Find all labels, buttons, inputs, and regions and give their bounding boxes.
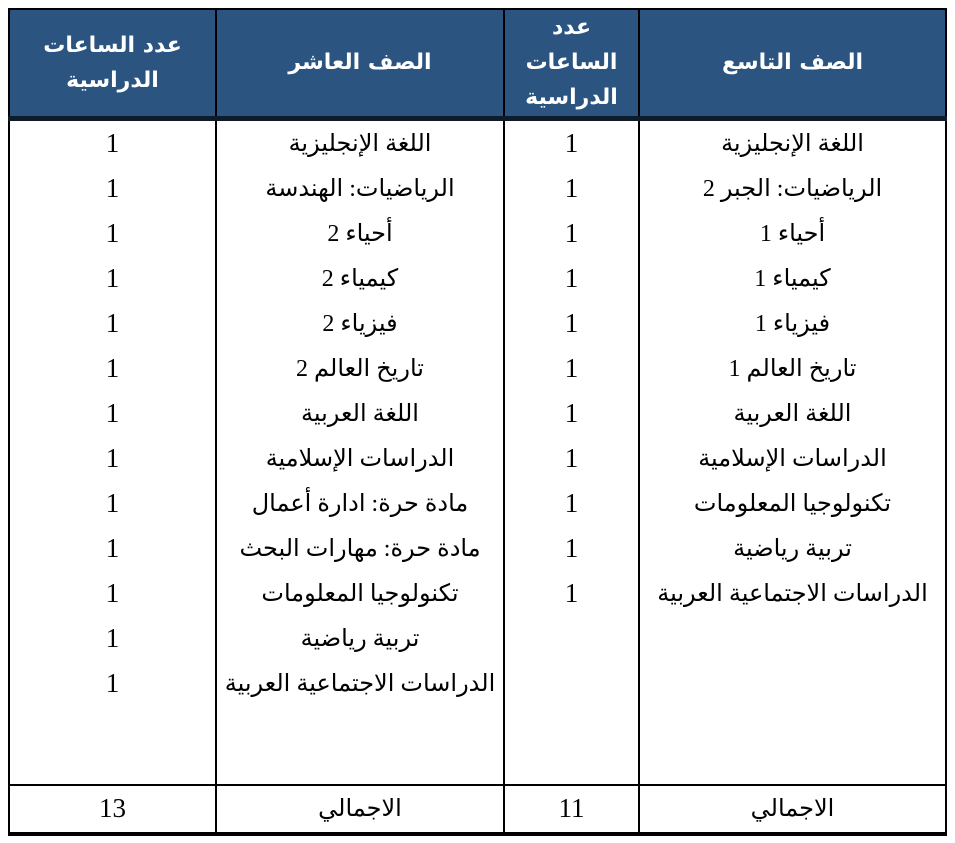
grade10-hours-cell: 1 [9, 391, 216, 436]
grade9-hours-cell: 1 [504, 526, 639, 571]
total-label-grade10: الاجمالي [216, 785, 504, 834]
header-row [9, 9, 946, 118]
grade10-hours-cell: 1 [9, 346, 216, 391]
spacer-cell-grade9-hours [504, 706, 639, 785]
grade9-subject-cell: اللغة العربية [639, 391, 946, 436]
total-label-grade9: الاجمالي [639, 785, 946, 834]
grade10-hours-cell: 1 [9, 571, 216, 616]
table-spacer [9, 706, 946, 785]
table-row [9, 526, 946, 571]
grade10-hours-cell: 1 [9, 661, 216, 706]
table-row [9, 391, 946, 436]
grade9-hours-cell: 1 [504, 346, 639, 391]
grade10-subject-cell: مادة حرة: ادارة أعمال [216, 481, 504, 526]
table-footer [9, 785, 946, 834]
grade9-hours-cell: 1 [504, 118, 639, 166]
grade10-subject-cell: كيمياء 2 [216, 256, 504, 301]
grade10-subject-cell: الدراسات الاجتماعية العربية [216, 661, 504, 706]
grade9-subject-cell [639, 661, 946, 706]
table-row [9, 571, 946, 616]
grade9-subject-cell: كيمياء 1 [639, 256, 946, 301]
grade10-hours-cell: 1 [9, 211, 216, 256]
grade9-hours-cell: 1 [504, 481, 639, 526]
grade9-subject-cell: اللغة الإنجليزية [639, 118, 946, 166]
grade9-subject-cell: تكنولوجيا المعلومات [639, 481, 946, 526]
grade9-hours-cell: 1 [504, 391, 639, 436]
table-body [9, 118, 946, 706]
grade9-hours-cell: 1 [504, 211, 639, 256]
grade9-subject-cell: الدراسات الإسلامية [639, 436, 946, 481]
grade9-hours-cell: 1 [504, 571, 639, 616]
grade10-subject-cell: تربية رياضية [216, 616, 504, 661]
grade10-subject-cell: الرياضيات: الهندسة [216, 166, 504, 211]
grade9-hours-cell: 1 [504, 436, 639, 481]
grade9-hours-cell [504, 616, 639, 661]
grade10-hours-cell: 1 [9, 436, 216, 481]
grade9-subject-cell: فيزياء 1 [639, 301, 946, 346]
grade9-subject-cell: أحياء 1 [639, 211, 946, 256]
grade10-subject-cell: فيزياء 2 [216, 301, 504, 346]
total-hours-grade9: 11 [504, 785, 639, 834]
grade10-hours-cell: 1 [9, 526, 216, 571]
grade9-subject-cell: الدراسات الاجتماعية العربية [639, 571, 946, 616]
header-grade10-subjects: الصف العاشر [216, 9, 504, 118]
total-hours-grade10: 13 [9, 785, 216, 834]
table-row [9, 616, 946, 661]
grade9-hours-cell [504, 661, 639, 706]
grade10-hours-cell: 1 [9, 616, 216, 661]
table-row [9, 346, 946, 391]
grade9-subject-cell [639, 616, 946, 661]
grade10-hours-cell: 1 [9, 301, 216, 346]
grade9-hours-cell: 1 [504, 301, 639, 346]
grade9-subject-cell: الرياضيات: الجبر 2 [639, 166, 946, 211]
table-row [9, 436, 946, 481]
table-row [9, 118, 946, 166]
header-grade10-hours: عدد الساعات الدراسية [9, 9, 216, 118]
grade10-subject-cell: الدراسات الإسلامية [216, 436, 504, 481]
spacer-row [9, 706, 946, 785]
course-hours-table [8, 8, 947, 836]
grade10-subject-cell: أحياء 2 [216, 211, 504, 256]
grade10-hours-cell: 1 [9, 481, 216, 526]
table-row [9, 211, 946, 256]
grade10-subject-cell: تاريخ العالم 2 [216, 346, 504, 391]
table-row [9, 301, 946, 346]
spacer-cell-grade10-hours [9, 706, 216, 785]
header-grade9-hours: عدد الساعات الدراسية [504, 9, 639, 118]
table-row [9, 481, 946, 526]
grade10-subject-cell: اللغة الإنجليزية [216, 118, 504, 166]
totals-row [9, 785, 946, 834]
grade10-subject-cell: اللغة العربية [216, 391, 504, 436]
grade9-subject-cell: تاريخ العالم 1 [639, 346, 946, 391]
spacer-cell-grade10-subject [216, 706, 504, 785]
grade10-subject-cell: مادة حرة: مهارات البحث [216, 526, 504, 571]
spacer-cell-grade9-subject [639, 706, 946, 785]
table-row [9, 661, 946, 706]
grade9-hours-cell: 1 [504, 166, 639, 211]
header-grade9-subjects: الصف التاسع [639, 9, 946, 118]
grade9-hours-cell: 1 [504, 256, 639, 301]
table-header [9, 9, 946, 118]
grade10-hours-cell: 1 [9, 118, 216, 166]
grade10-subject-cell: تكنولوجيا المعلومات [216, 571, 504, 616]
grade9-subject-cell: تربية رياضية [639, 526, 946, 571]
table-row [9, 166, 946, 211]
table-row [9, 256, 946, 301]
grade10-hours-cell: 1 [9, 166, 216, 211]
grade10-hours-cell: 1 [9, 256, 216, 301]
